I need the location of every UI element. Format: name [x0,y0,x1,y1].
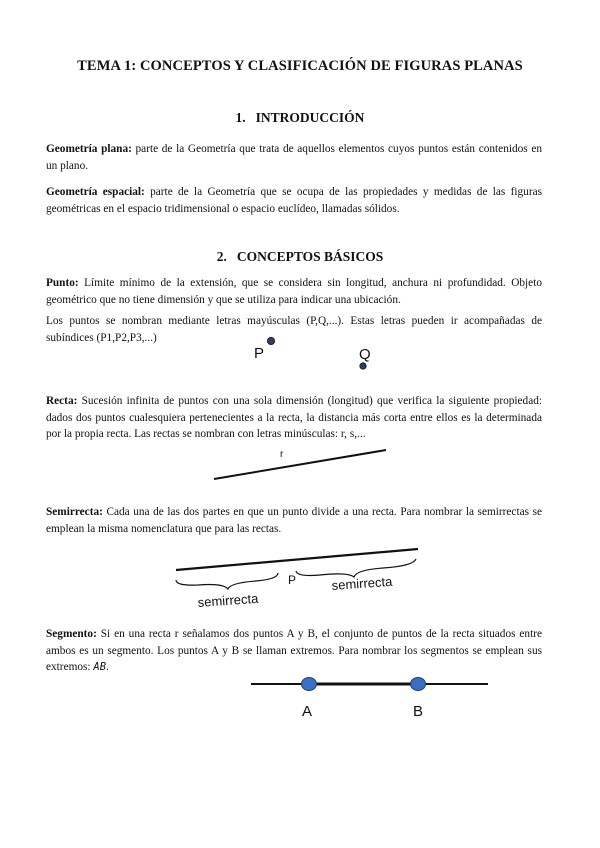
term-geometria-espacial: Geometría espacial: [46,186,145,198]
definition-punto: Límite mínimo de la extensión, que se considera sin longitud, anchura ni profundidad. Objeto geométrico que no tiene dimensión y que se utiliza para indicar una ubicación. [46,277,542,306]
section-title: INTRODUCCIÓN [255,110,365,125]
definition-segmento-end: . [106,661,109,673]
point-a-label: A [302,703,313,720]
point-p-marker [267,337,274,344]
section-heading-conceptos-basicos [0,249,600,265]
right-brace [296,559,416,577]
section-number: 2. [216,249,227,264]
paragraph-segmento [46,626,542,676]
term-punto: Punto: [46,277,79,289]
section-title: CONCEPTOS BÁSICOS [236,249,384,264]
term-recta: Recta: [46,395,78,407]
definition-geometria-espacial: parte de la Geometría que se ocupa de las propiedades y medidas de las figuras geométricas en el espacio tridimensional o espacio euclídeo, llamadas sólidos. [46,186,543,215]
point-b-marker [411,678,426,691]
paragraph-recta [46,393,542,443]
line-r-label: r [280,449,284,460]
point-b-label: B [413,703,424,720]
point-p-label: P [254,345,265,362]
point-q-marker [360,363,366,369]
definition-recta: Sucesión infinita de puntos con una sola dimensión (longitud) que verifica la siguiente propiedad: dados dos puntos cualesquiera pertenecientes a la recta, la distancia más corta entre ellos es la determinada por la propia recta. Las rectas se nombran con letras minúsculas: r, s,... [46,395,542,440]
paragraph-semirrecta [46,504,542,537]
term-semirrecta: Semirrecta: [46,506,103,518]
page-title: TEMA 1: CONCEPTOS Y CLASIFICACIÓN DE FIGURAS PLANAS [77,58,523,74]
definition-segmento: Si en una recta r señalamos dos puntos A y B, el conjunto de puntos de la recta situados entre ambos es un segmento. Los puntos A y B se llaman extremos. Para nombrar los segmentos se emplean sus extremos: [46,628,542,673]
line-r-figure [210,442,400,487]
semirrecta-figure [168,542,428,614]
paragraph-punto [46,275,542,308]
section-heading-introduccion [0,110,600,126]
point-a-marker [302,678,317,691]
paragraph-geometria-espacial [46,184,542,217]
point-q-label: Q [359,346,371,363]
semirrecta-left-label: semirrecta [197,590,259,610]
definition-semirrecta: Cada una de las dos partes en que un punto divide a una recta. Para nombrar la semirrectas se emplean la misma nomenclatura que para las rectas. [46,506,542,535]
semirrecta-right-label: semirrecta [331,573,393,593]
section-number: 1. [235,110,246,125]
paragraph-geometria-plana [46,141,542,174]
segment-figure [248,674,493,722]
semirrecta-point-label: P [288,573,297,587]
term-segmento: Segmento: [46,628,97,640]
term-geometria-plana: Geometría plana: [46,143,132,155]
left-brace [176,573,278,589]
definition-geometria-plana: parte de la Geometría que trata de aquellos elementos cuyos puntos están contenidos en un plano. [46,143,542,172]
semirrecta-line [176,549,418,570]
punto-nomenclatura-text: Los puntos se nombran mediante letras mayúsculas (P,Q,...). Estas letras pueden ir acompañadas de subíndices (P1,P2,P3,...) [46,315,542,344]
points-figure [240,330,390,375]
line-r [214,450,386,479]
segment-notation: AB [93,661,107,673]
